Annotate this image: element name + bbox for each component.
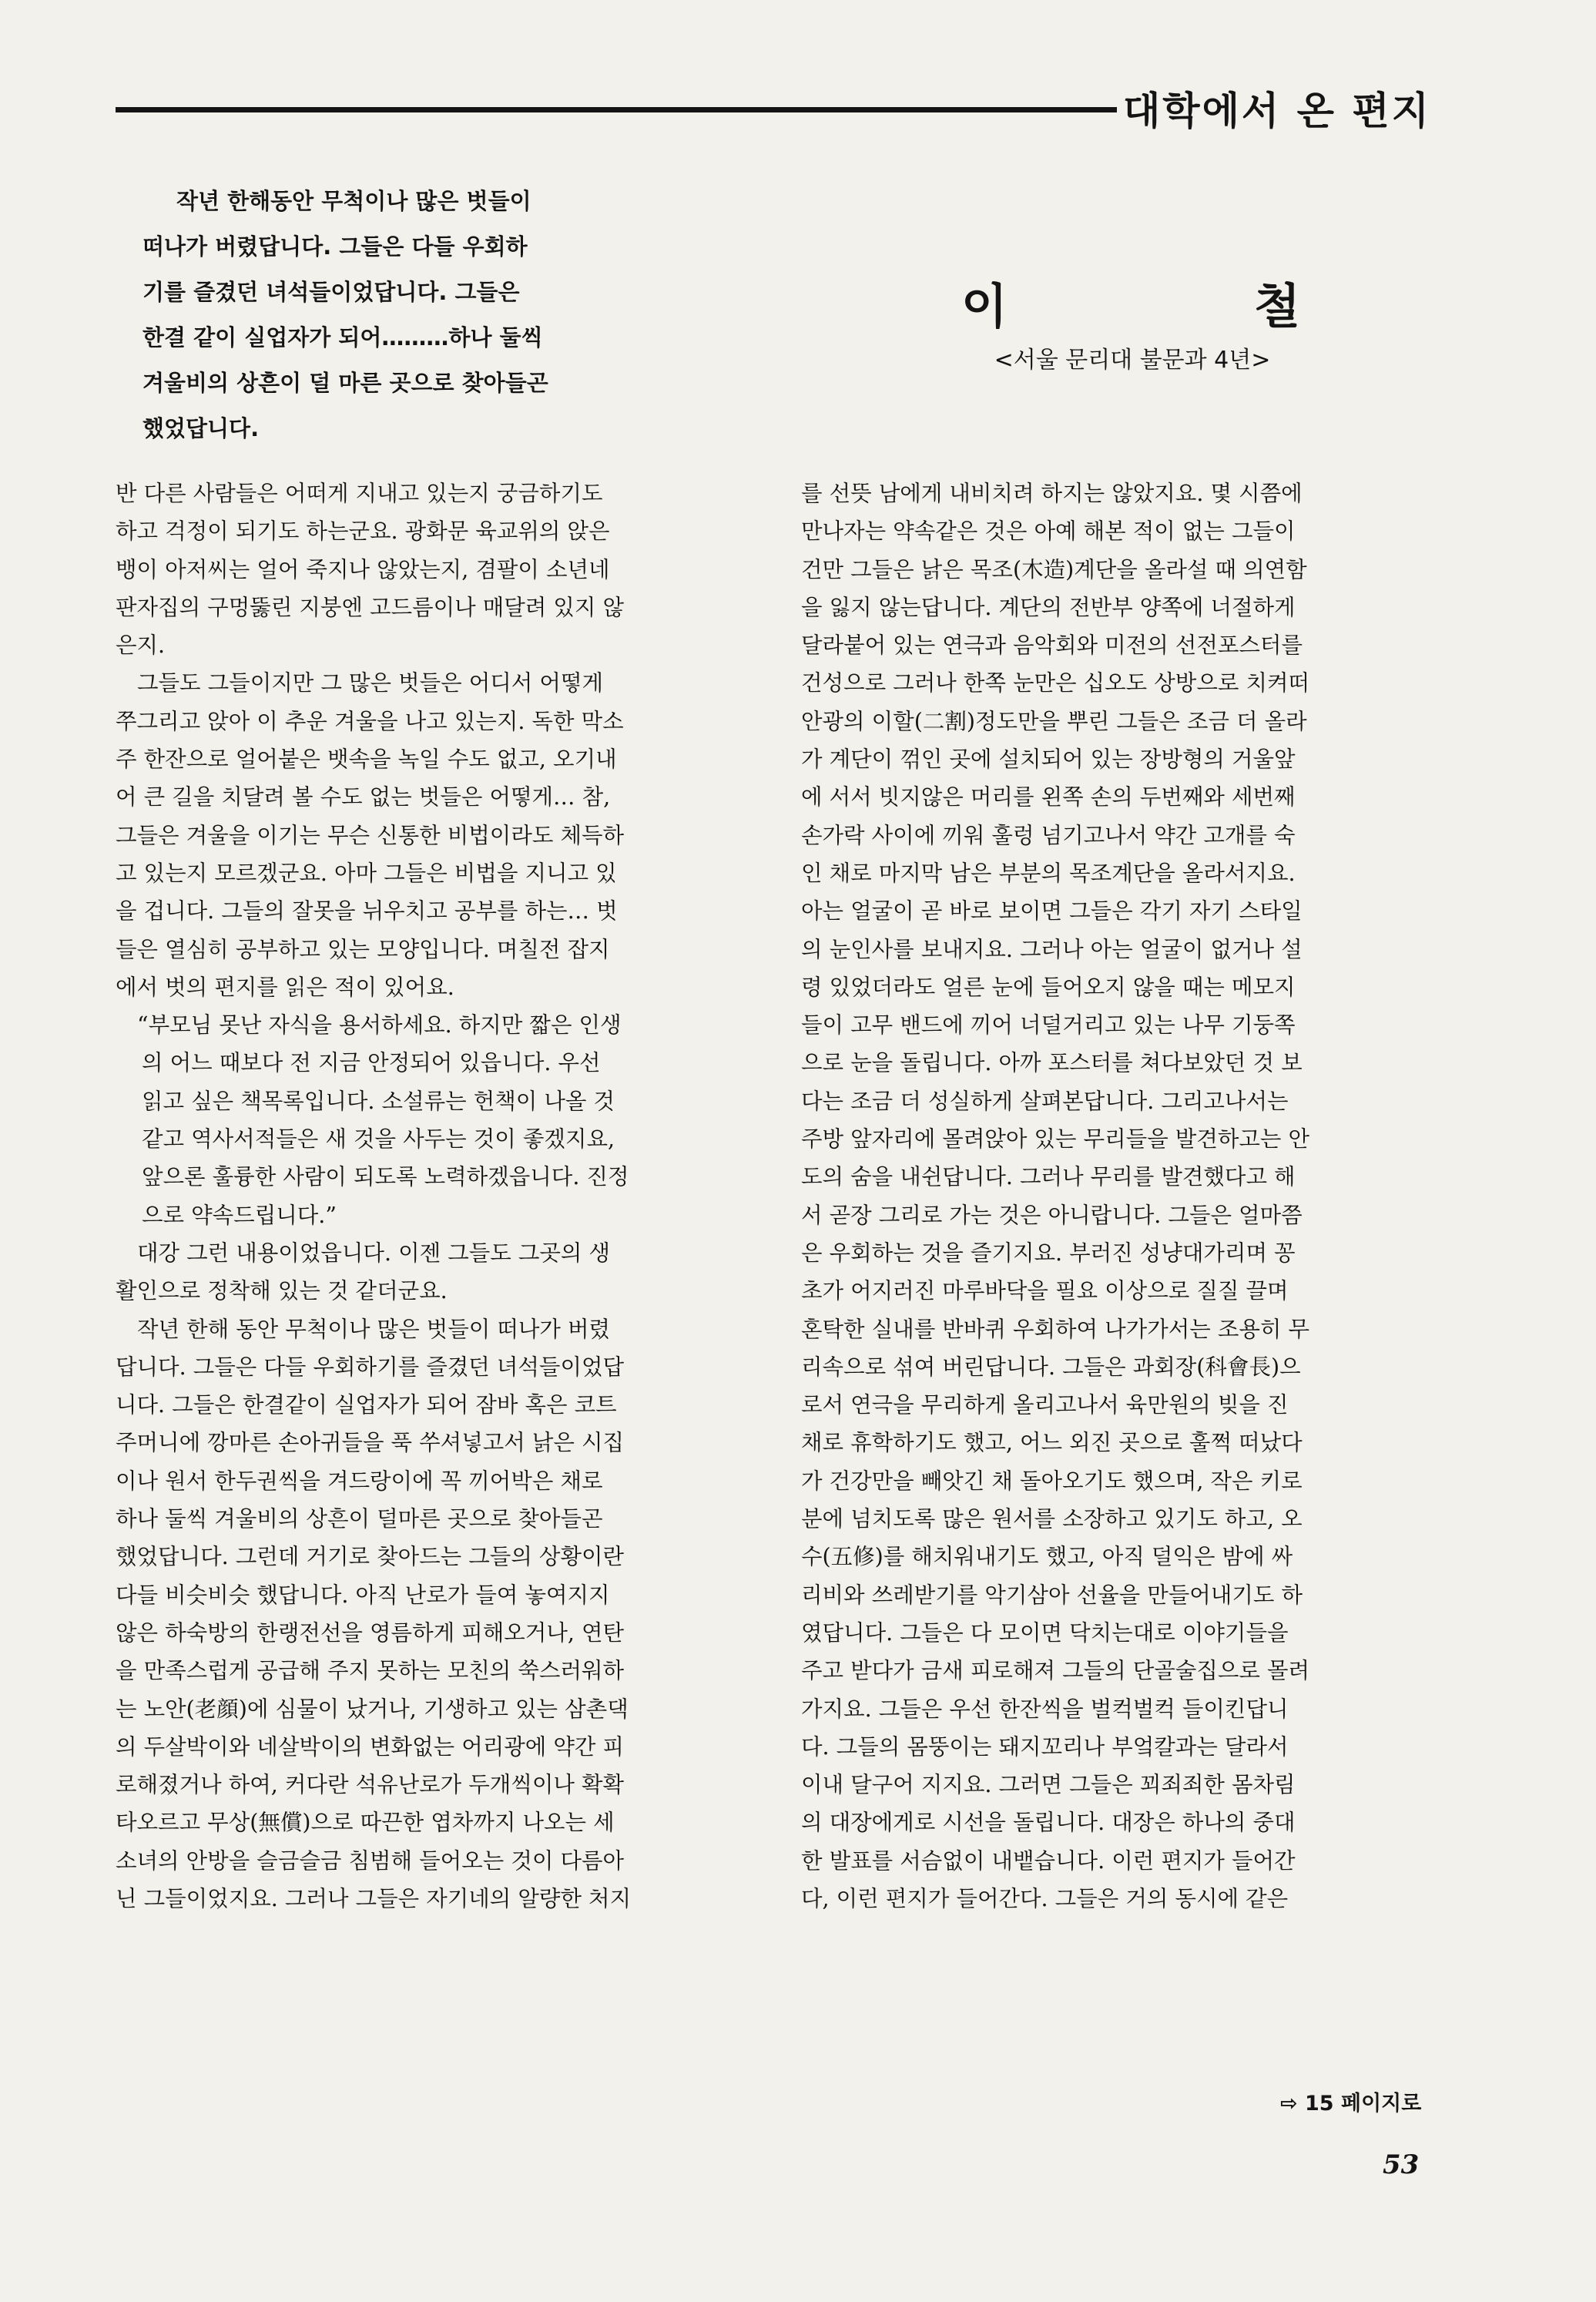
text-line: 채로 휴학하기도 했고, 어느 외진 곳으로 훌쩍 떠났다 (801, 1430, 1303, 1456)
text-line: 수(五修)를 해치워내기도 했고, 아직 덜익은 밤에 싸 (801, 1544, 1293, 1570)
text-line: 로해졌거나 하여, 커다란 석유난로가 두개씩이나 확확 (116, 1772, 625, 1798)
text-line: 로서 연극을 무리하게 올리고나서 육만원의 빚을 진 (801, 1392, 1289, 1418)
text-line: 답니다. 그들은 다들 우회하기를 즐겼던 녀석들이었답 (116, 1354, 625, 1380)
text-line: 니다. 그들은 한결같이 실업자가 되어 잠바 혹은 코트 (116, 1392, 617, 1418)
text-line: 하나 둘씩 겨울비의 상흔이 덜마른 곳으로 찾아들곤 (116, 1506, 603, 1532)
text-line: 으로 눈을 돌립니다. 아까 포스터를 쳐다보았던 것 보 (801, 1050, 1303, 1076)
text-line: 분에 넘치도록 많은 원서를 소장하고 있기도 하고, 오 (801, 1506, 1303, 1532)
intro-line: 작년 한해동안 무척이나 많은 벗들이 (176, 188, 531, 214)
text-line: 를 선뜻 남에게 내비치려 하지는 않았지요. 몇 시쯤에 (801, 481, 1303, 506)
text-line: 어 큰 길을 치달려 볼 수도 없는 벗들은 어떻게… 참, (116, 784, 611, 810)
text-line: 타오르고 무상(無償)으로 따끈한 엽차까지 나오는 세 (116, 1810, 615, 1836)
text-line: 그들도 그들이지만 그 많은 벗들은 어디서 어떻게 (137, 670, 603, 696)
text-line: 대강 그런 내용이었읍니다. 이젠 그들도 그곳의 생 (137, 1240, 611, 1266)
text-line: 주 한잔으로 얼어붙은 뱃속을 녹일 수도 없고, 오기내 (116, 747, 617, 773)
text-line: 다. 그들의 몸뚱이는 돼지꼬리나 부엌칼과는 달라서 (801, 1733, 1289, 1760)
text-line: 가지요. 그들은 우선 한잔씩을 벌컥벌컥 들이킨답니 (801, 1696, 1289, 1722)
text-line: 혼탁한 실내를 반바퀴 우회하여 나가가서는 조용히 무 (801, 1316, 1310, 1342)
text-line: 을 잃지 않는답니다. 계단의 전반부 양쪽에 너절하게 (801, 594, 1296, 620)
intro-line: 한결 같이 실업자가 되어………하나 둘씩 (142, 324, 543, 351)
header-rule (116, 107, 1117, 112)
intro-line: 기를 즐겼던 녀석들이었답니다. 그들은 (142, 279, 520, 305)
text-line: 했었답니다. 그런데 거기로 찾아드는 그들의 상황이란 (116, 1544, 625, 1570)
text-line: 한 발표를 서슴없이 내뱉습니다. 이런 편지가 들어간 (801, 1847, 1296, 1874)
text-line: 들은 열심히 공부하고 있는 모양입니다. 며칠전 잡지 (116, 936, 610, 962)
text-line: 에 서서 빗지않은 머리를 왼쪽 손의 두번째와 세번째 (801, 784, 1296, 810)
text-line: 만나자는 약속같은 것은 아예 해본 적이 없는 그들이 (801, 518, 1296, 545)
section-title: 대학에서 온 편지 (1123, 89, 1431, 133)
text-line: 달라붙어 있는 연극과 음악회와 미전의 선전포스터를 (801, 633, 1303, 659)
text-line: 작년 한해 동안 무척이나 많은 벗들이 떠나가 버렸 (137, 1316, 611, 1342)
text-line: 리속으로 섞여 버린답니다. 그들은 과회장(科會長)으 (801, 1354, 1301, 1380)
text-line: 의 눈인사를 보내지요. 그러나 아는 얼굴이 없거나 설 (801, 936, 1303, 962)
quote-line: 읽고 싶은 책목록입니다. 소설류는 헌책이 나올 것 (142, 1088, 615, 1114)
text-line: 은 우회하는 것을 즐기지요. 부러진 성냥대가리며 꽁 (801, 1240, 1296, 1266)
text-line: 고 있는지 모르겠군요. 아마 그들은 비법을 지니고 있 (116, 860, 617, 886)
author-name (961, 268, 1300, 337)
intro-line: 겨울비의 상흔이 덜 마른 곳으로 찾아들곤 (142, 370, 548, 396)
quote-line: 같고 역사서적들은 새 것을 사두는 것이 좋겠지요, (142, 1126, 615, 1153)
author-name-char: 이 (961, 278, 1008, 334)
text-line: 아는 얼굴이 곧 바로 보이면 그들은 각기 자기 스타일 (801, 898, 1303, 924)
text-line: 가 건강만을 빼앗긴 채 돌아오기도 했으며, 작은 키로 (801, 1468, 1303, 1494)
text-line: 주머니에 깡마른 손아귀들을 푹 쑤셔넣고서 낡은 시집 (116, 1430, 625, 1456)
intro-line: 했었답니다. (142, 415, 260, 441)
text-line: 은지. (116, 633, 166, 659)
text-line: 하고 걱정이 되기도 하는군요. 광화문 육교위의 앉은 (116, 518, 610, 545)
text-line: 주고 받다가 금새 피로해져 그들의 단골술집으로 몰려 (801, 1658, 1310, 1684)
text-line: 을 겁니다. 그들의 잘못을 뉘우치고 공부를 하는… 벗 (116, 898, 618, 924)
text-line: 건만 그들은 낡은 목조(木造)계단을 올라설 때 의연함 (801, 556, 1307, 582)
text-line: 판자집의 구멍뚫린 지붕엔 고드름이나 매달려 있지 않 (116, 594, 625, 620)
text-line: 에서 벗의 편지를 읽은 적이 있어요. (116, 974, 454, 1000)
quote-line: 으로 약속드립니다.” (142, 1202, 337, 1228)
text-line: 도의 숨을 내쉰답니다. 그러나 무리를 발견했다고 해 (801, 1164, 1296, 1190)
text-line: 서 곧장 그리로 가는 것은 아니랍니다. 그들은 얼마쯤 (801, 1202, 1303, 1228)
continued-note: ⇨ 15 페이지로 (1280, 2092, 1422, 2116)
text-line: 가 계단이 꺾인 곳에 설치되어 있는 장방형의 거울앞 (801, 747, 1296, 773)
text-line: 다들 비슷비슷 했답니다. 아직 난로가 들여 놓여지지 (116, 1582, 610, 1608)
quote-line: 의 어느 때보다 전 지금 안정되어 있읍니다. 우선 (142, 1050, 601, 1076)
text-line: 이내 달구어 지지요. 그러면 그들은 꾀죄죄한 몸차림 (801, 1772, 1296, 1798)
text-line: 건성으로 그러나 한쪽 눈만은 십오도 상방으로 치켜떠 (801, 670, 1310, 696)
text-line: 소녀의 안방을 슬금슬금 침범해 들어오는 것이 다름아 (116, 1847, 625, 1874)
text-line: 다는 조금 더 성실하게 살펴본답니다. 그리고나서는 (801, 1088, 1289, 1114)
text-line: 반 다른 사람들은 어떠게 지내고 있는지 궁금하기도 (116, 481, 603, 506)
text-line: 주방 앞자리에 몰려앉아 있는 무리들을 발견하고는 안 (801, 1126, 1310, 1153)
text-line: 의 대장에게로 시선을 돌립니다. 대장은 하나의 중대 (801, 1810, 1296, 1836)
text-line: 이나 원서 한두권씩을 겨드랑이에 꼭 끼어박은 채로 (116, 1468, 603, 1494)
text-line: 쭈그리고 앉아 이 추운 겨울을 나고 있는지. 독한 막소 (116, 708, 624, 734)
text-line: 초가 어지러진 마루바닥을 필요 이상으로 질질 끌며 (801, 1278, 1289, 1304)
quote-line: “부모님 못난 자식을 용서하세요. 하지만 짧은 인생 (137, 1012, 622, 1039)
text-line: 않은 하숙방의 한랭전선을 영름하게 피해오거나, 연탄 (116, 1619, 625, 1646)
text-line: 다, 이런 편지가 들어간다. 그들은 거의 동시에 같은 (801, 1885, 1289, 1911)
page-number: 53 (1383, 2149, 1420, 2180)
text-line: 령 있었더라도 얼른 눈에 들어오지 않을 때는 메모지 (801, 974, 1296, 1000)
right-column (801, 475, 1452, 1918)
text-line: 리비와 쓰레받기를 악기삼아 선율을 만들어내기도 하 (801, 1582, 1303, 1608)
text-line: 들이 고무 밴드에 끼어 너덜거리고 있는 나무 기둥쪽 (801, 1012, 1296, 1039)
text-line: 을 만족스럽게 공급해 주지 못하는 모친의 쑥스러워하 (116, 1658, 625, 1684)
text-line: 였답니다. 그들은 다 모이면 닥치는대로 이야기들을 (801, 1619, 1289, 1646)
text-line: 는 노안(老顔)에 심물이 났거나, 기생하고 있는 삼촌댁 (116, 1696, 629, 1722)
text-line: 닌 그들이었지요. 그러나 그들은 자기네의 알량한 처지 (116, 1885, 632, 1911)
intro-lead (142, 179, 705, 451)
text-line: 그들은 겨울을 이기는 무슨 신통한 비법이라도 체득하 (116, 822, 625, 848)
text-line: 활인으로 정착해 있는 것 같더군요. (116, 1278, 448, 1304)
author-name-char: 철 (1254, 278, 1300, 334)
text-line: 뱅이 아저씨는 얼어 죽지나 않았는지, 겸팔이 소년네 (116, 556, 610, 582)
quote-line: 앞으론 훌륭한 사람이 되도록 노력하겠읍니다. 진정 (142, 1164, 629, 1190)
left-column (116, 475, 766, 1918)
author-affiliation: <서울 문리대 불문과 4년> (994, 347, 1271, 374)
text-line: 안광의 이할(二割)정도만을 뿌린 그들은 조금 더 올라 (801, 708, 1307, 734)
text-line: 인 채로 마지막 남은 부분의 목조계단을 올라서지요. (801, 860, 1296, 886)
text-line: 의 두살박이와 네살박이의 변화없는 어리광에 약간 피 (116, 1733, 625, 1760)
intro-line: 떠나가 버렸답니다. 그들은 다들 우회하 (142, 233, 528, 260)
text-line: 손가락 사이에 끼워 훌렁 넘기고나서 약간 고개를 숙 (801, 822, 1296, 848)
